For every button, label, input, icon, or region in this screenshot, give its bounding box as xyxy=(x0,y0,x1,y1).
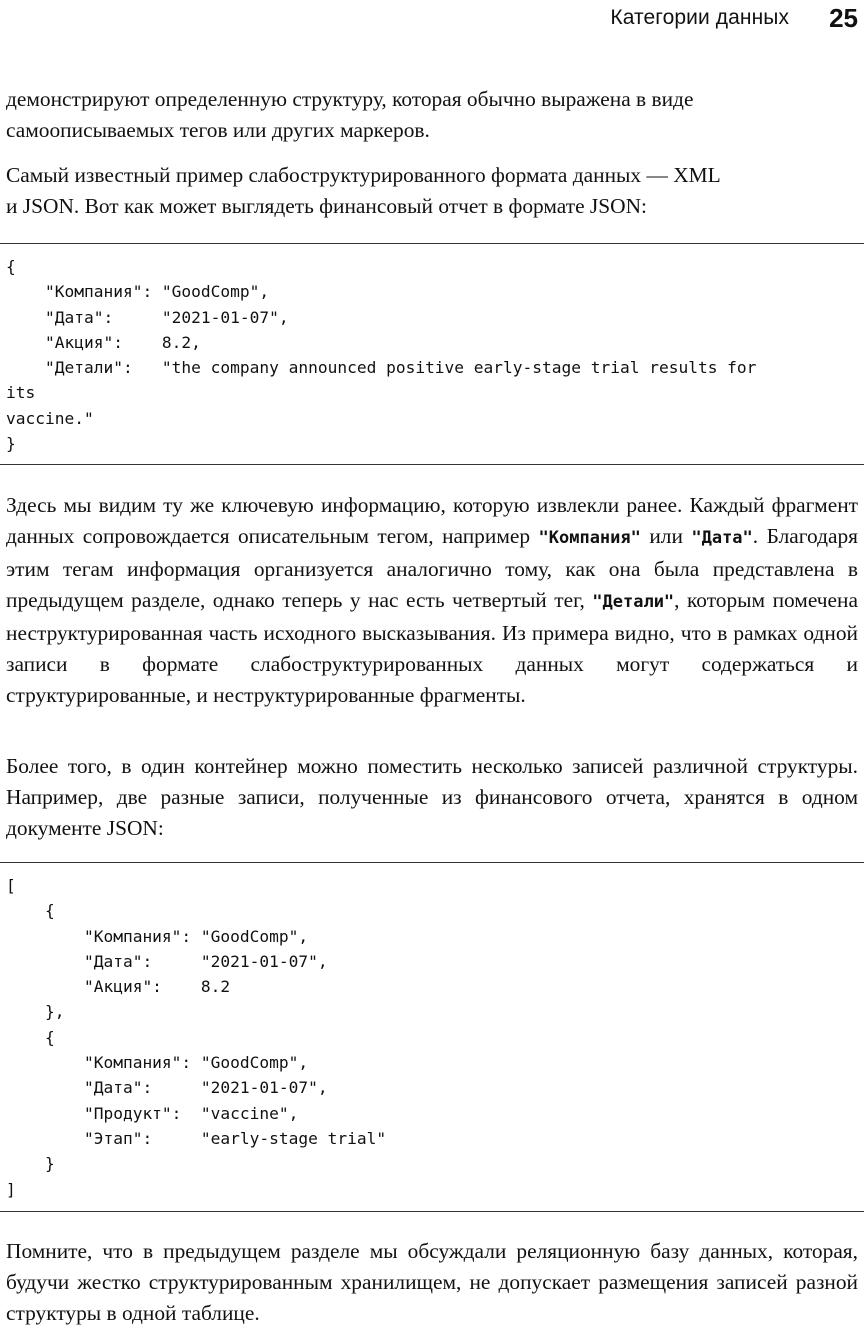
paragraph-tags-explanation xyxy=(6,490,858,711)
running-header xyxy=(610,0,858,36)
paragraph-text: . Благодаря этим тегам информация организуется аналогично тому, как она была представлена в предыдущем разделе, однако теперь у нас есть четвертый тег, xyxy=(6,524,858,612)
inline-code-details: "Детали" xyxy=(592,592,675,612)
paragraph-relational-note: Помните, что в предыдущем разделе мы обсуждали реляционную базу данных, которая, будучи жестко структурированным хранилищем, не допускает размещения записей разной структуры в одной таблице. xyxy=(6,1239,858,1325)
paragraph-intro-continuation: демонстрируют определенную структуру, которая обычно выражена в виде самоописываемых тегов или других маркеров. xyxy=(6,87,694,142)
section-title: Категории данных xyxy=(610,6,790,29)
code-json-array: [ { "Компания": "GoodComp", "Дата": "2021-01-07", "Акция": 8.2 }, { "Компания": "GoodComp", "Дата": "2021-01-07", "Продукт": "vaccine", "Этап": "early-stage trial" } ] xyxy=(6,876,387,1199)
code-block-json-record xyxy=(0,243,864,465)
page-number: 25 xyxy=(829,2,858,33)
inline-code-date: "Дата" xyxy=(691,528,753,548)
inline-code-company: "Компания" xyxy=(538,528,641,548)
paragraph-text: , которым помечена неструктурированная часть исходного высказывания. Из примера видно, что в рамках одной записи в формате слабоструктурированных данных могут содержаться и структурированные, и неструктурированные фрагменты. xyxy=(6,588,858,707)
paragraph-text: Здесь мы видим ту же ключевую информацию, которую извлекли ранее. Каждый фрагмент данных сопровождается описательным тегом, например xyxy=(6,493,858,548)
paragraph-text: или xyxy=(640,524,692,548)
paragraph-json-example-intro: Самый известный пример слабоструктурированного формата данных — XML и JSON. Вот как может выглядеть финансовый отчет в формате JSON: xyxy=(6,163,721,218)
code-json-record: { "Компания": "GoodComp", "Дата": "2021-01-07", "Акция": 8.2, "Детали": "the company announced positive early-stage trial results for its vaccine." } xyxy=(6,257,757,454)
code-block-json-array xyxy=(0,862,864,1212)
paragraph-multiple-records: Более того, в один контейнер можно поместить несколько записей различной структуры. Например, две разные записи, полученные из финансового отчета, хранятся в одном документе JSON: xyxy=(6,754,858,840)
